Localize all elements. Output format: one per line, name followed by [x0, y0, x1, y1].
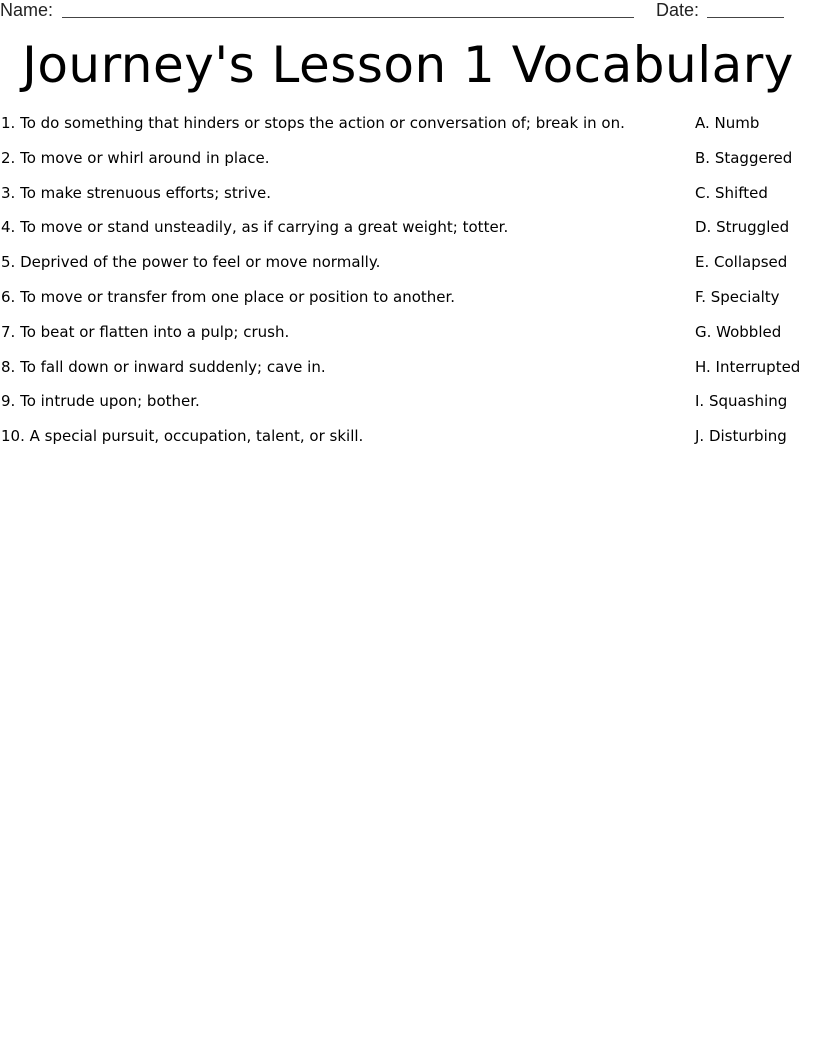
- clue-item: 4. To move or stand unsteadily, as if carrying a great weight; totter.: [1, 218, 509, 237]
- date-blank-line: [707, 17, 784, 18]
- date-label: Date:: [656, 0, 700, 20]
- answer-item: G. Wobbled: [695, 322, 782, 341]
- answer-item: E. Collapsed: [695, 253, 788, 272]
- clue-item: 1. To do something that hinders or stops the action or conversation of; break in on.: [1, 114, 625, 132]
- answer-item: I. Squashing: [695, 392, 788, 411]
- answer-item: F. Specialty: [695, 287, 780, 306]
- answer-item: A. Numb: [695, 114, 760, 132]
- clue-list: [1, 113, 681, 461]
- answer-item: D. Struggled: [695, 218, 790, 237]
- clue-item: 10. A special pursuit, occupation, talent, or skill.: [1, 427, 364, 446]
- clue-item: 8. To fall down or inward suddenly; cave in.: [1, 357, 326, 376]
- answer-item: B. Staggered: [695, 148, 793, 167]
- clue-item: 3. To make strenuous efforts; strive.: [1, 183, 271, 202]
- header-row: [0, 0, 816, 24]
- clue-item: 7. To beat or flatten into a pulp; crush.: [1, 322, 290, 341]
- clue-item: 6. To move or transfer from one place or position to another.: [1, 287, 456, 306]
- clue-item: 2. To move or whirl around in place.: [1, 148, 270, 167]
- name-blank-line: [62, 17, 634, 18]
- answer-list: [695, 113, 813, 461]
- answer-item: J. Disturbing: [695, 427, 787, 446]
- page-title: Journey's Lesson 1 Vocabulary: [22, 36, 794, 94]
- answer-item: C. Shifted: [695, 183, 768, 202]
- clue-item: 9. To intrude upon; bother.: [1, 392, 200, 411]
- name-label: Name:: [0, 0, 54, 20]
- clue-item: 5. Deprived of the power to feel or move normally.: [1, 253, 381, 272]
- answer-item: H. Interrupted: [695, 357, 801, 376]
